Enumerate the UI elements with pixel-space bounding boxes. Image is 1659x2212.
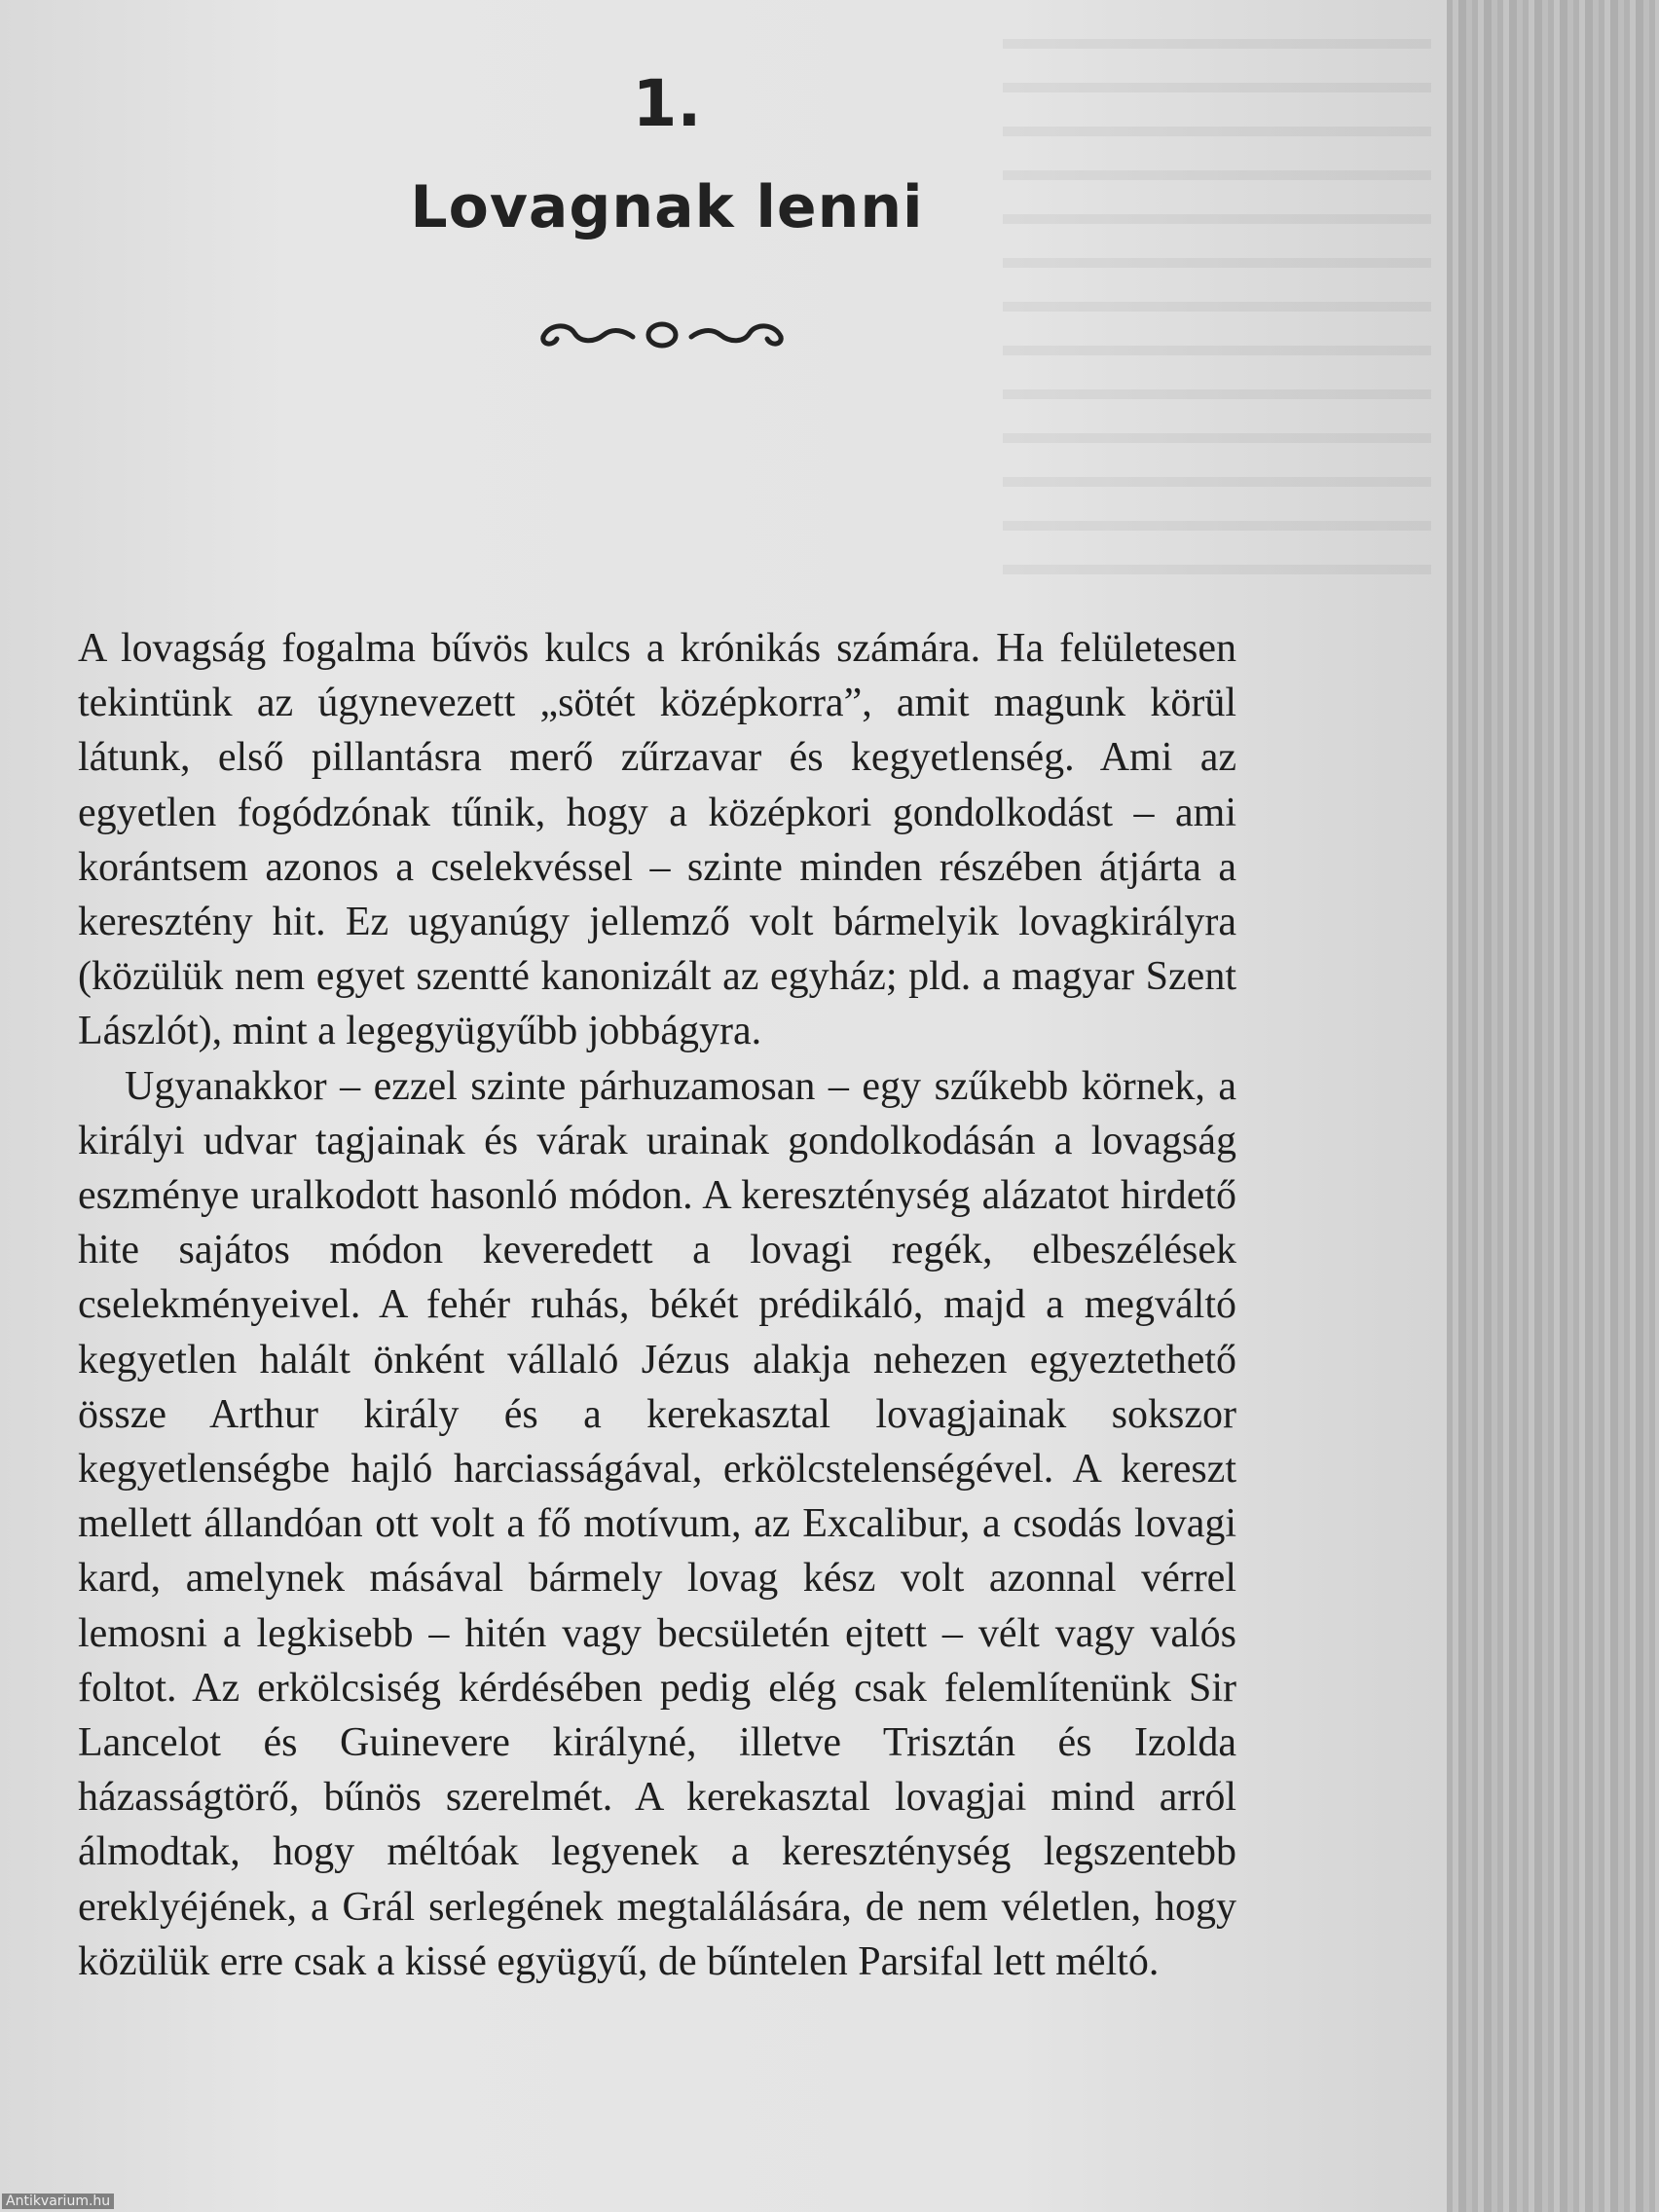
chapter-number: 1. — [632, 66, 702, 141]
paragraph-1: A lovagság fogalma bűvös kulcs a krónikás számára. Ha felületesen tekintünk az úgynevezett „sötét középkorra”, amit magunk körül látunk, első pillantásra merő zűrzavar és kegyetlenség. Ami az egyetlen fogódzónak tűnik, hogy a középkori gondolkodást – ami korántsem azonos a cselekvéssel – szinte minden részében átjárta a keresztény hit. Ez ugyanúgy jellemző volt bármelyik lovagkirályra (közülük nem egyet szentté kanonizált az egyház; pld. a magyar Szent Lászlót), mint a legegyügyűbb jobbágyra. — [78, 626, 1236, 1054]
chapter-title: Lovagnak lenni — [410, 173, 924, 241]
page-edge — [1447, 0, 1659, 2212]
body-text — [78, 621, 1236, 1989]
watermark: Antikvarium.hu — [2, 2194, 114, 2209]
paragraph-2: Ugyanakkor – ezzel szinte párhuzamosan – egy szűkebb körnek, a királyi udvar tagjainak és várak urainak gondolkodásán a lovagság eszménye uralkodott hasonló módon. A kereszténység alázatot hirdető hite sajátos módon keveredett a lovagi regék, elbeszélések cselekményeivel. A fehér ruhás, békét prédikáló, majd a megváltó kegyetlen halált önként vállaló Jézus alakja nehezen egyeztethető össze Arthur király és a kerekasztal lovagjainak sokszor kegyetlenségbe hajló harciasságával, erkölcstelenségével. A kereszt mellett állandóan ott volt a fő motívum, az Excalibur, a csodás lovagi kard, amelynek másával bármely lovag kész volt azonnal vérrel lemosni a legkisebb – hitén vagy becsületén ejtett – vélt vagy valós foltot. Az erkölcsiség kérdésében pedig elég csak felemlítenünk Sir Lancelot és Guinevere királyné, illetve Trisztán és Izolda házasságtörő, bűnös szerelmét. A kerekasztal lovagjai mind arról álmodtak, hogy méltóak legyenek a kereszténység legszentebb ereklyéjének, a Grál serlegének megtalálására, de nem véletlen, hogy közülük erre csak a kissé együgyű, de bűntelen Parsifal lett méltó. — [78, 1063, 1236, 1984]
ornament-divider — [535, 310, 789, 358]
